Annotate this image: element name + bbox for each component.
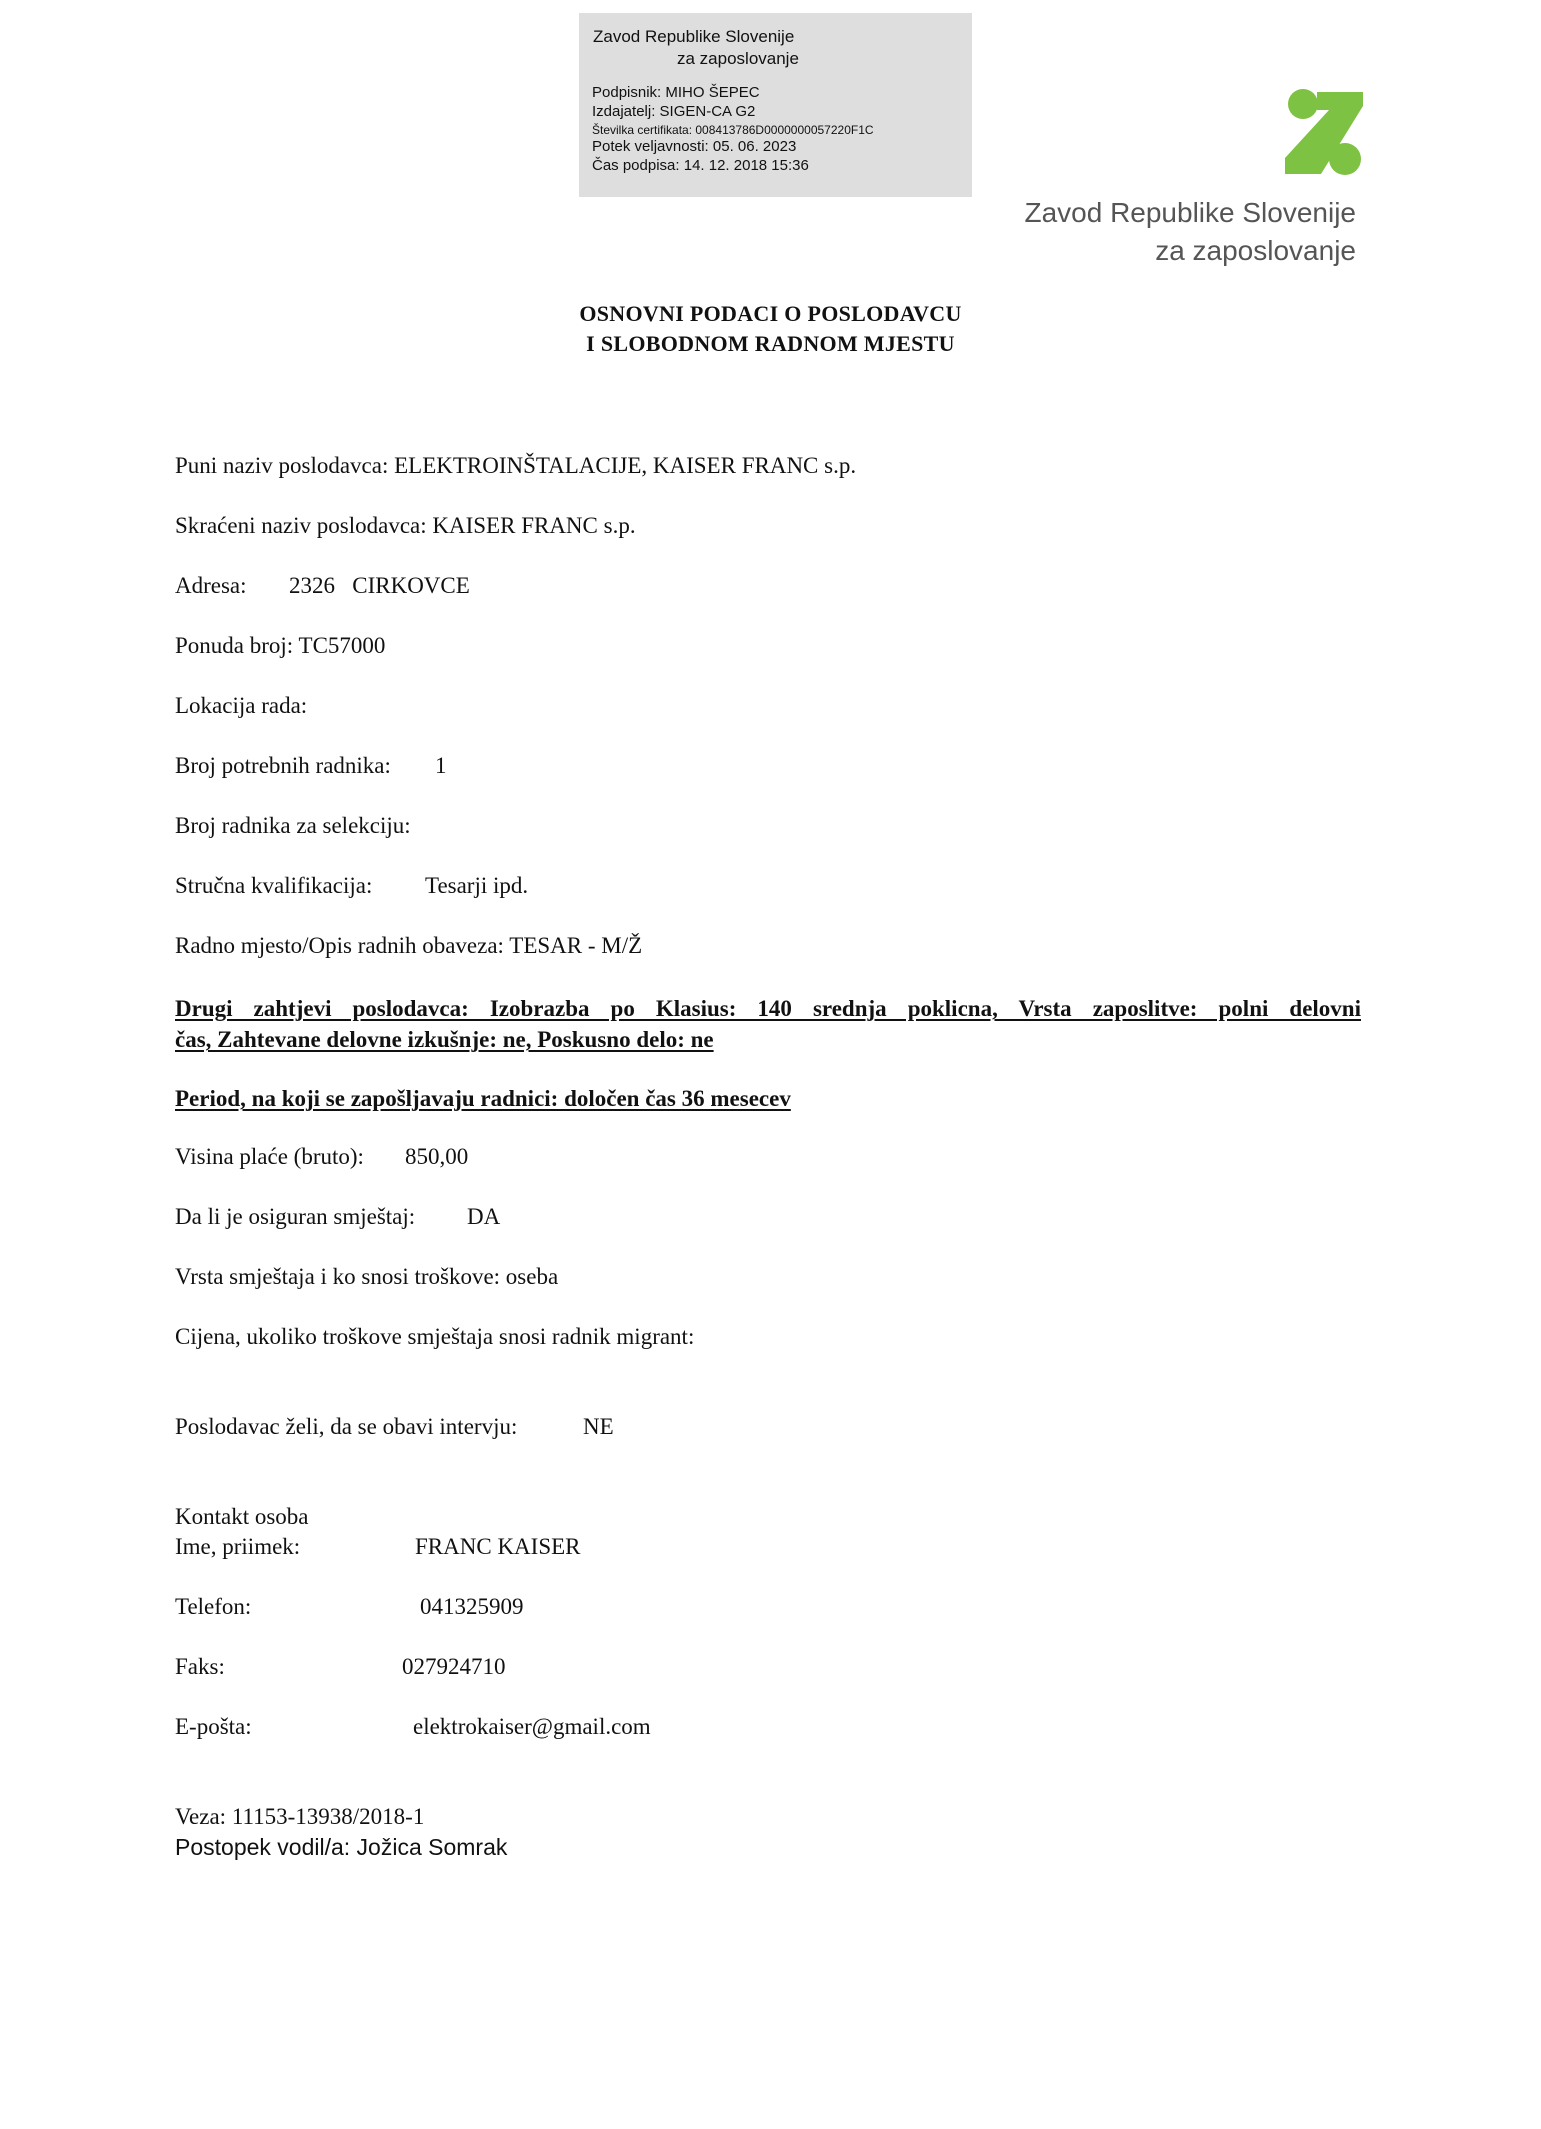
employer-full-name: Puni naziv poslodavca: ELEKTROINŠTALACIJE, KAISER FRANC s.p.: [175, 453, 857, 478]
employer-short-name: Skraćeni naziv poslodavca: KAISER FRANC s.p.: [175, 513, 636, 538]
requirements-line1: Drugi zahtjevi poslodavca: Izobrazba po Klasius: 140 srednja poklicna, Vrsta zaposlitve: polni delovni: [175, 996, 1361, 1021]
stamp-signed-at: Čas podpisa: 14. 12. 2018 15:36: [592, 157, 809, 174]
contact-email-row: [175, 1714, 651, 1740]
logo-text-line1: Zavod Republike Slovenije: [1024, 197, 1356, 228]
logo-text-line2: za zaposlovanje: [1155, 235, 1356, 266]
qualification-value: Tesarji ipd.: [425, 873, 529, 898]
handled-by: Postopek vodil/a: Jožica Somrak: [175, 1834, 508, 1860]
stamp-expiry: Potek veljavnosti: 05. 06. 2023: [592, 138, 797, 155]
stamp-issuer: Izdajatelj: SIGEN-CA G2: [592, 103, 756, 120]
contact-name-label: Ime, priimek:: [175, 1534, 301, 1559]
interview-label: Poslodavac želi, da se obavi intervju:: [175, 1414, 518, 1439]
interview-value: NE: [583, 1414, 614, 1439]
contact-name-row: [175, 1534, 581, 1560]
work-location: Lokacija rada:: [175, 693, 308, 718]
qualification-row: [175, 873, 529, 899]
workers-needed-value: 1: [435, 753, 447, 778]
contact-email-value: elektrokaiser@gmail.com: [413, 1714, 651, 1739]
stamp-org-line2: za zaposlovanje: [677, 49, 799, 68]
interview-row: [175, 1414, 614, 1440]
accommodation-label: Da li je osiguran smještaj:: [175, 1204, 416, 1229]
salary-label: Visina plaće (bruto):: [175, 1144, 364, 1169]
contact-fax-label: Faks:: [175, 1654, 225, 1679]
offer-number: Ponuda broj: TC57000: [175, 633, 386, 658]
workers-needed-row: [175, 753, 447, 779]
stamp-certificate: Številka certifikata: 008413786D0000000057220F1C: [592, 123, 874, 137]
stamp-org-line1: Zavod Republike Slovenije: [593, 27, 795, 46]
period-text: Period, na koji se zapošljavaju radnici: določen čas 36 mesecev: [175, 1086, 791, 1111]
address-value: 2326 CIRKOVCE: [289, 573, 470, 598]
contact-phone-value: 041325909: [420, 1594, 524, 1619]
accommodation-row: [175, 1204, 501, 1230]
salary-row: [175, 1144, 469, 1170]
zrss-logo-icon: [1283, 88, 1365, 176]
workers-for-selection: Broj radnika za selekciju:: [175, 813, 411, 838]
page-title-line1: OSNOVNI PODACI O POSLODAVCU: [579, 301, 962, 326]
contact-phone-label: Telefon:: [175, 1594, 252, 1619]
employer-requirements: [175, 993, 1361, 1055]
job-description: Radno mjesto/Opis radnih obaveza: TESAR - M/Ž: [175, 933, 643, 958]
requirements-line2: čas, Zahtevane delovne izkušnje: ne, Poskusno delo: ne: [175, 1027, 714, 1052]
address-label: Adresa:: [175, 573, 247, 598]
accommodation-price: Cijena, ukoliko troškove smještaja snosi radnik migrant:: [175, 1324, 695, 1349]
salary-value: 850,00: [405, 1144, 469, 1169]
page-title-line2: I SLOBODNOM RADNOM MJESTU: [586, 331, 955, 356]
contact-phone-row: [175, 1594, 524, 1620]
employment-period: [175, 1083, 791, 1114]
contact-email-label: E-pošta:: [175, 1714, 252, 1739]
accommodation-type: Vrsta smještaja i ko snosi troškove: oseba: [175, 1264, 559, 1289]
stamp-signer: Podpisnik: MIHO ŠEPEC: [592, 84, 760, 101]
qualification-label: Stručna kvalifikacija:: [175, 873, 373, 898]
accommodation-value: DA: [467, 1204, 501, 1229]
contact-name-value: FRANC KAISER: [415, 1534, 581, 1559]
contact-fax-value: 027924710: [402, 1654, 506, 1679]
reference-number: Veza: 11153-13938/2018-1: [175, 1804, 425, 1829]
contact-heading: Kontakt osoba: [175, 1504, 309, 1529]
address-row: [175, 573, 470, 599]
workers-needed-label: Broj potrebnih radnika:: [175, 753, 391, 778]
signature-stamp: [579, 13, 972, 197]
contact-fax-row: [175, 1654, 506, 1680]
